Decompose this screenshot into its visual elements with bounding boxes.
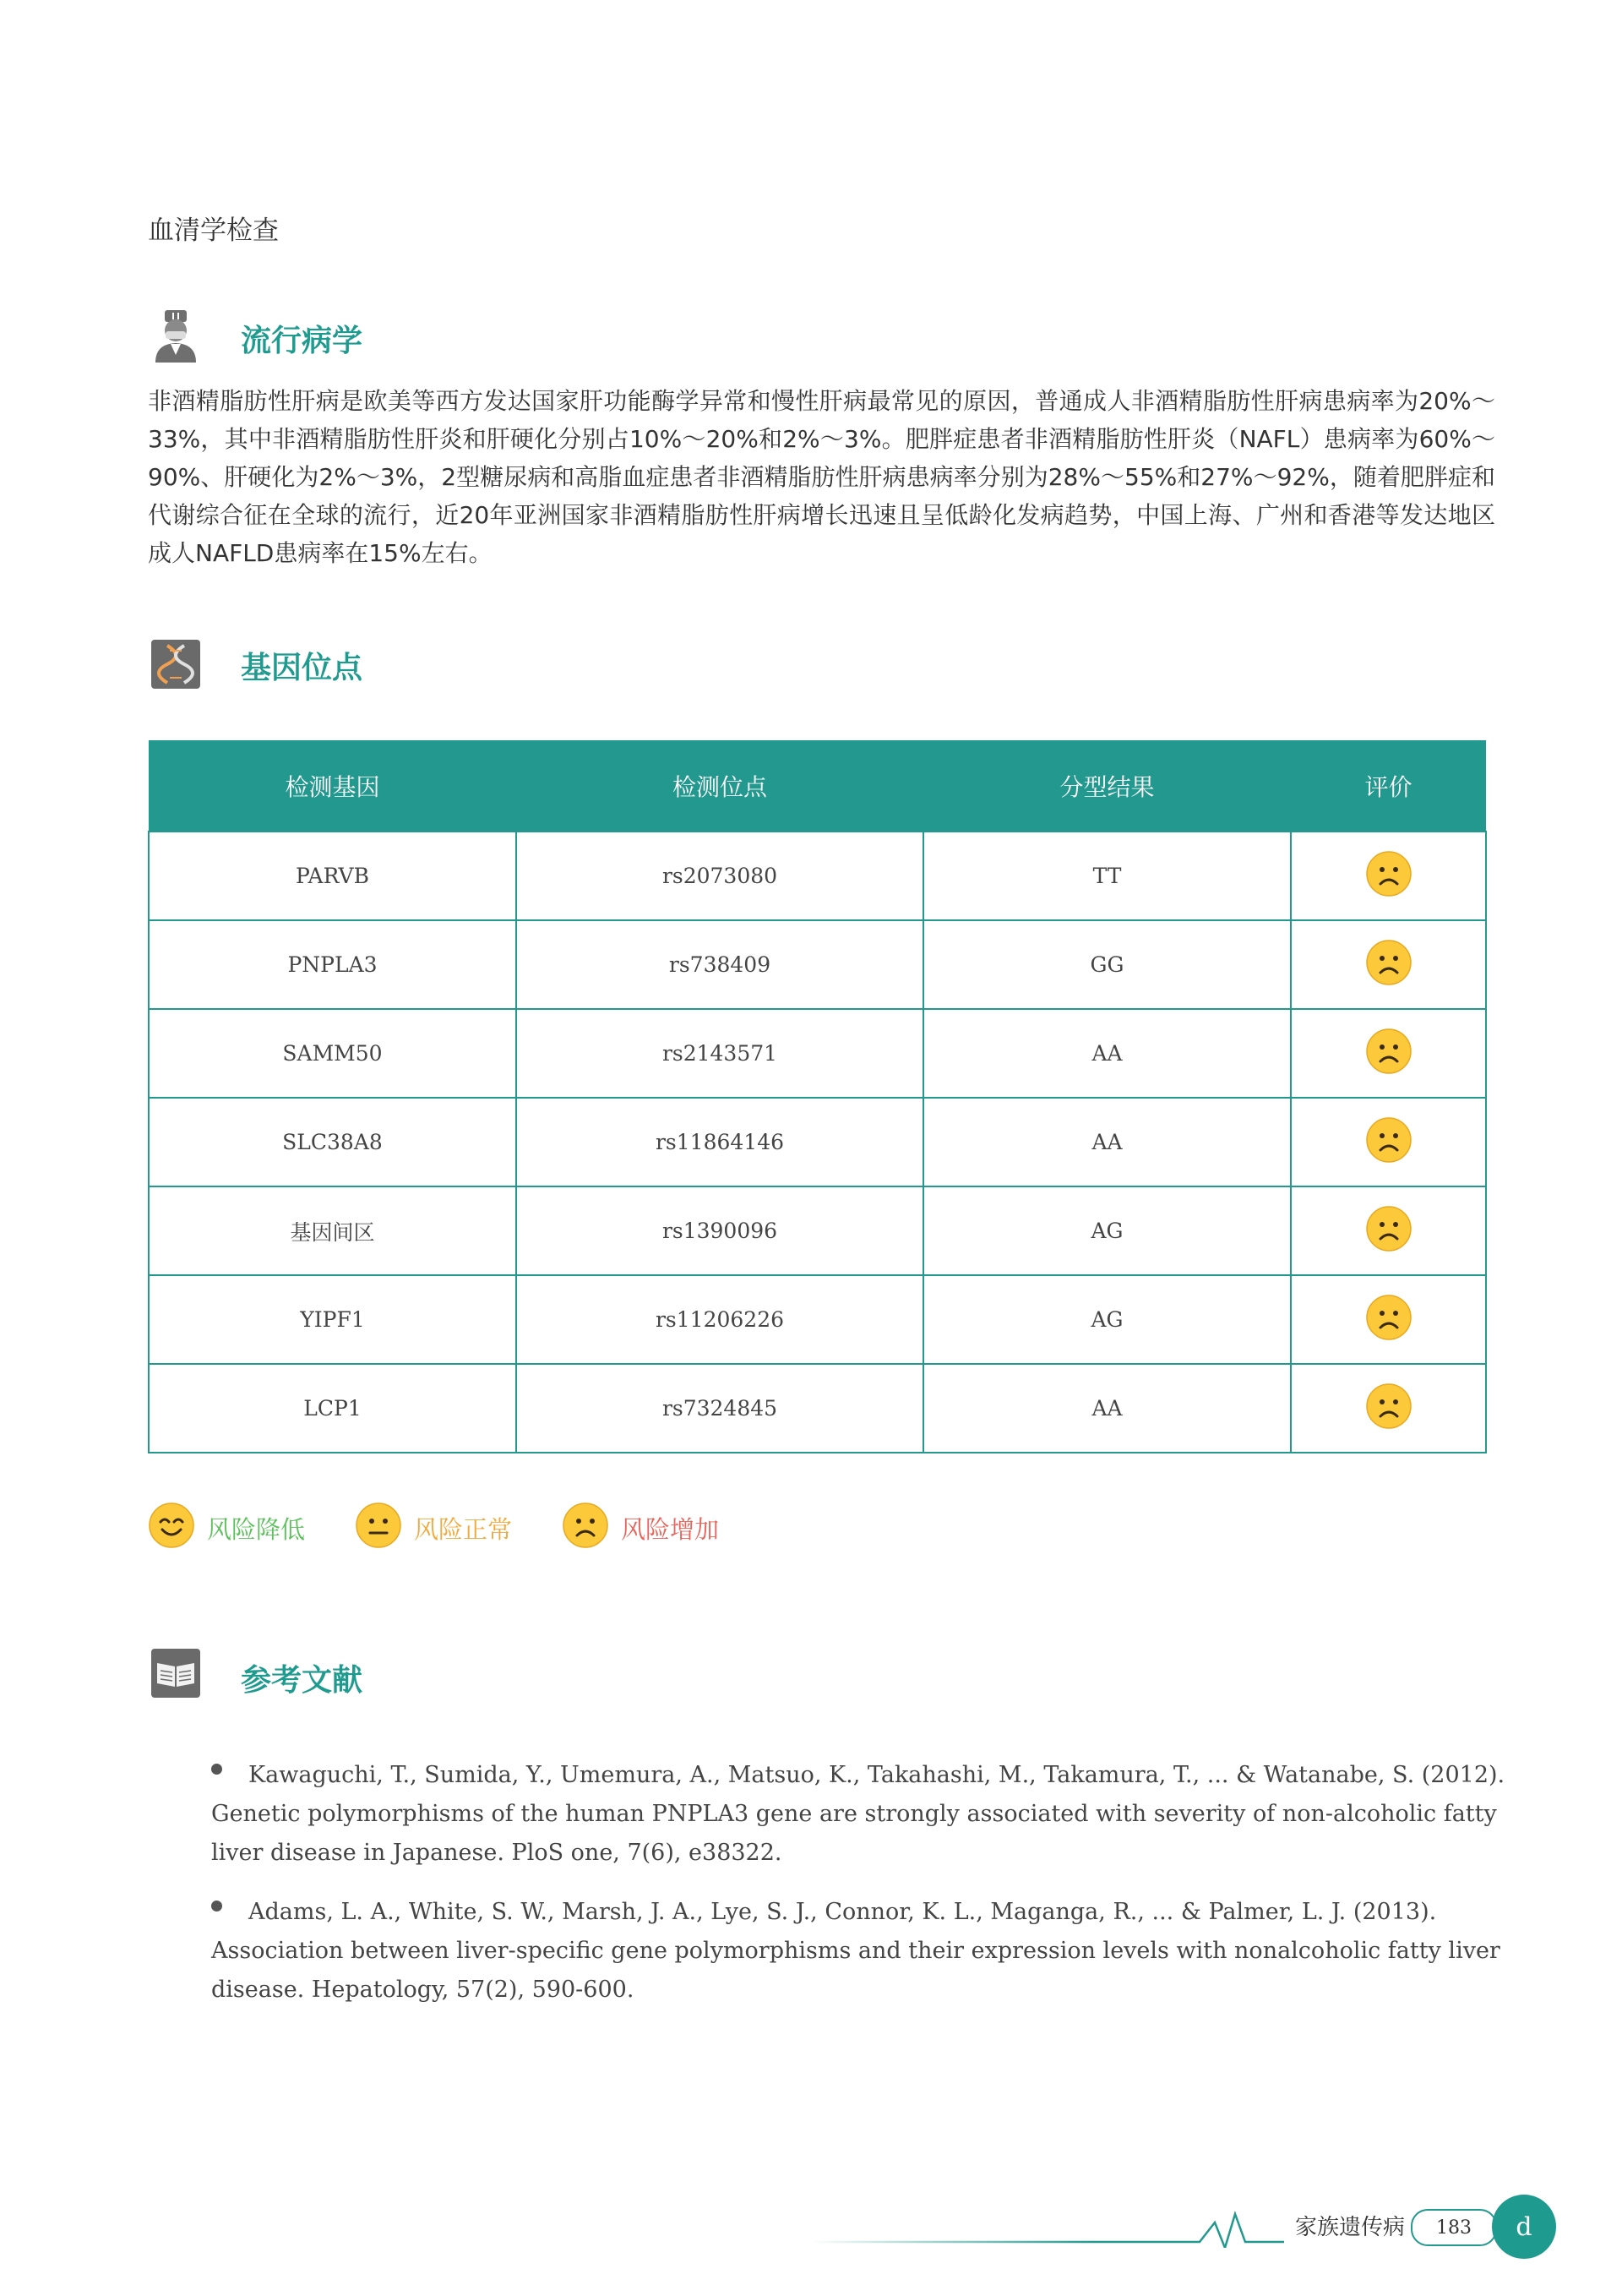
- header-locus: 检测位点: [516, 740, 923, 832]
- evaluation-cell: [1291, 1098, 1486, 1186]
- genotype-cell: AG: [923, 1275, 1291, 1364]
- dna-icon: [150, 639, 201, 690]
- genotype-cell: AA: [923, 1009, 1291, 1098]
- references-list: [211, 1756, 1538, 2030]
- genotype-cell: AA: [923, 1364, 1291, 1453]
- evaluation-cell: [1291, 920, 1486, 1009]
- table-row: [149, 1275, 1486, 1364]
- table-row: [149, 1186, 1486, 1275]
- legend-risk-reduced: [148, 1502, 305, 1553]
- genotype-cell: AG: [923, 1186, 1291, 1275]
- reference-text: Kawaguchi, T., Sumida, Y., Umemura, A., Matsuo, K., Takahashi, M., Takamura, T., ... & Watanabe, S. (2012). Genetic polymorphisms of the human PNPLA3 gene are strongly associated with severity of non-alcoholic fatty liver disease in Japanese. PloS one, 7(6), e38322.: [211, 1762, 1505, 1866]
- gene-loci-title: 基因位点: [241, 651, 363, 685]
- legend-label: 风险降低: [207, 1514, 306, 1544]
- table-row: [149, 1009, 1486, 1098]
- table-header-row: [149, 740, 1486, 832]
- table-row: [149, 832, 1486, 920]
- header-genotype: 分型结果: [923, 740, 1291, 832]
- evaluation-cell: [1291, 1009, 1486, 1098]
- gene-cell: LCP1: [149, 1364, 516, 1453]
- locus-cell: rs11206226: [516, 1275, 923, 1364]
- sad-face-icon: [1365, 850, 1412, 903]
- table-row: [149, 1364, 1486, 1453]
- legend-label: 风险增加: [621, 1514, 720, 1544]
- sad-face-icon: [1365, 1294, 1412, 1346]
- doctor-icon: [150, 308, 201, 359]
- locus-cell: rs2143571: [516, 1009, 923, 1098]
- table-row: [149, 920, 1486, 1009]
- legend-label: 风险正常: [414, 1514, 513, 1544]
- legend-risk-increased: [562, 1502, 719, 1553]
- gene-cell: YIPF1: [149, 1275, 516, 1364]
- gene-cell: PARVB: [149, 832, 516, 920]
- sad-face-icon: [1365, 939, 1412, 991]
- gene-cell: 基因间区: [149, 1186, 516, 1275]
- sad-face-icon: [1365, 1116, 1412, 1169]
- header-evaluation: 评价: [1291, 740, 1486, 832]
- gene-loci-table: [148, 740, 1487, 1453]
- table-row: [149, 1098, 1486, 1186]
- sad-face-icon: [562, 1502, 609, 1555]
- evaluation-cell: [1291, 1364, 1486, 1453]
- reference-item: [211, 1893, 1538, 2010]
- chapter-badge: d: [1492, 2195, 1556, 2259]
- sad-face-icon: [1365, 1205, 1412, 1257]
- epidemiology-paragraph: 非酒精脂肪性肝病是欧美等西方发达国家肝功能酶学异常和慢性肝病最常见的原因，普通成人非酒精脂肪性肝病患病率为20%～33%，其中非酒精脂肪性肝炎和肝硬化分别占10%～20%和2%～3%。肥胖症患者非酒精脂肪性肝炎（NAFL）患病率为60%～90%、肝硬化为2%～3%，2型糖尿病和高脂血症患者非酒精脂肪性肝病患病率分别为28%～55%和27%～92%，随着肥胖症和代谢综合征在全球的流行，近20年亚洲国家非酒精脂肪性肝病增长迅速且呈低龄化发病趋势，中国上海、广州和香港等发达地区成人NAFLD患病率在15%左右。: [148, 387, 1495, 567]
- neutral-face-icon: [355, 1502, 402, 1555]
- references-title: 参考文献: [241, 1663, 363, 1698]
- sad-face-icon: [1365, 1383, 1412, 1435]
- page-heading: 血清学检查: [148, 215, 279, 246]
- genotype-cell: AA: [923, 1098, 1291, 1186]
- locus-cell: rs11864146: [516, 1098, 923, 1186]
- reference-text: Adams, L. A., White, S. W., Marsh, J. A., Lye, S. J., Connor, K. L., Maganga, R., ... & Palmer, L. J. (2013). Association between liver-specific gene polymorphisms and their expression levels with nonalcoholic fatty liver disease. Hepatology, 57(2), 590-600.: [211, 1899, 1500, 2003]
- evaluation-cell: [1291, 832, 1486, 920]
- locus-cell: rs1390096: [516, 1186, 923, 1275]
- page-number: 183: [1411, 2209, 1497, 2246]
- evaluation-cell: [1291, 1275, 1486, 1364]
- bullet-icon: [211, 1764, 222, 1775]
- gene-cell: SAMM50: [149, 1009, 516, 1098]
- sad-face-icon: [1365, 1028, 1412, 1080]
- legend-risk-normal: [355, 1502, 512, 1553]
- gene-cell: SLC38A8: [149, 1098, 516, 1186]
- bullet-icon: [211, 1901, 222, 1912]
- locus-cell: rs7324845: [516, 1364, 923, 1453]
- footer-label: 家族遗传病: [1295, 2215, 1406, 2240]
- locus-cell: rs738409: [516, 920, 923, 1009]
- smile-face-icon: [148, 1502, 195, 1555]
- header-gene: 检测基因: [149, 740, 516, 832]
- genotype-cell: GG: [923, 920, 1291, 1009]
- book-icon: [150, 1648, 201, 1699]
- epidemiology-title: 流行病学: [241, 324, 363, 358]
- evaluation-cell: [1291, 1186, 1486, 1275]
- gene-cell: PNPLA3: [149, 920, 516, 1009]
- genotype-cell: TT: [923, 832, 1291, 920]
- locus-cell: rs2073080: [516, 832, 923, 920]
- reference-item: [211, 1756, 1538, 1873]
